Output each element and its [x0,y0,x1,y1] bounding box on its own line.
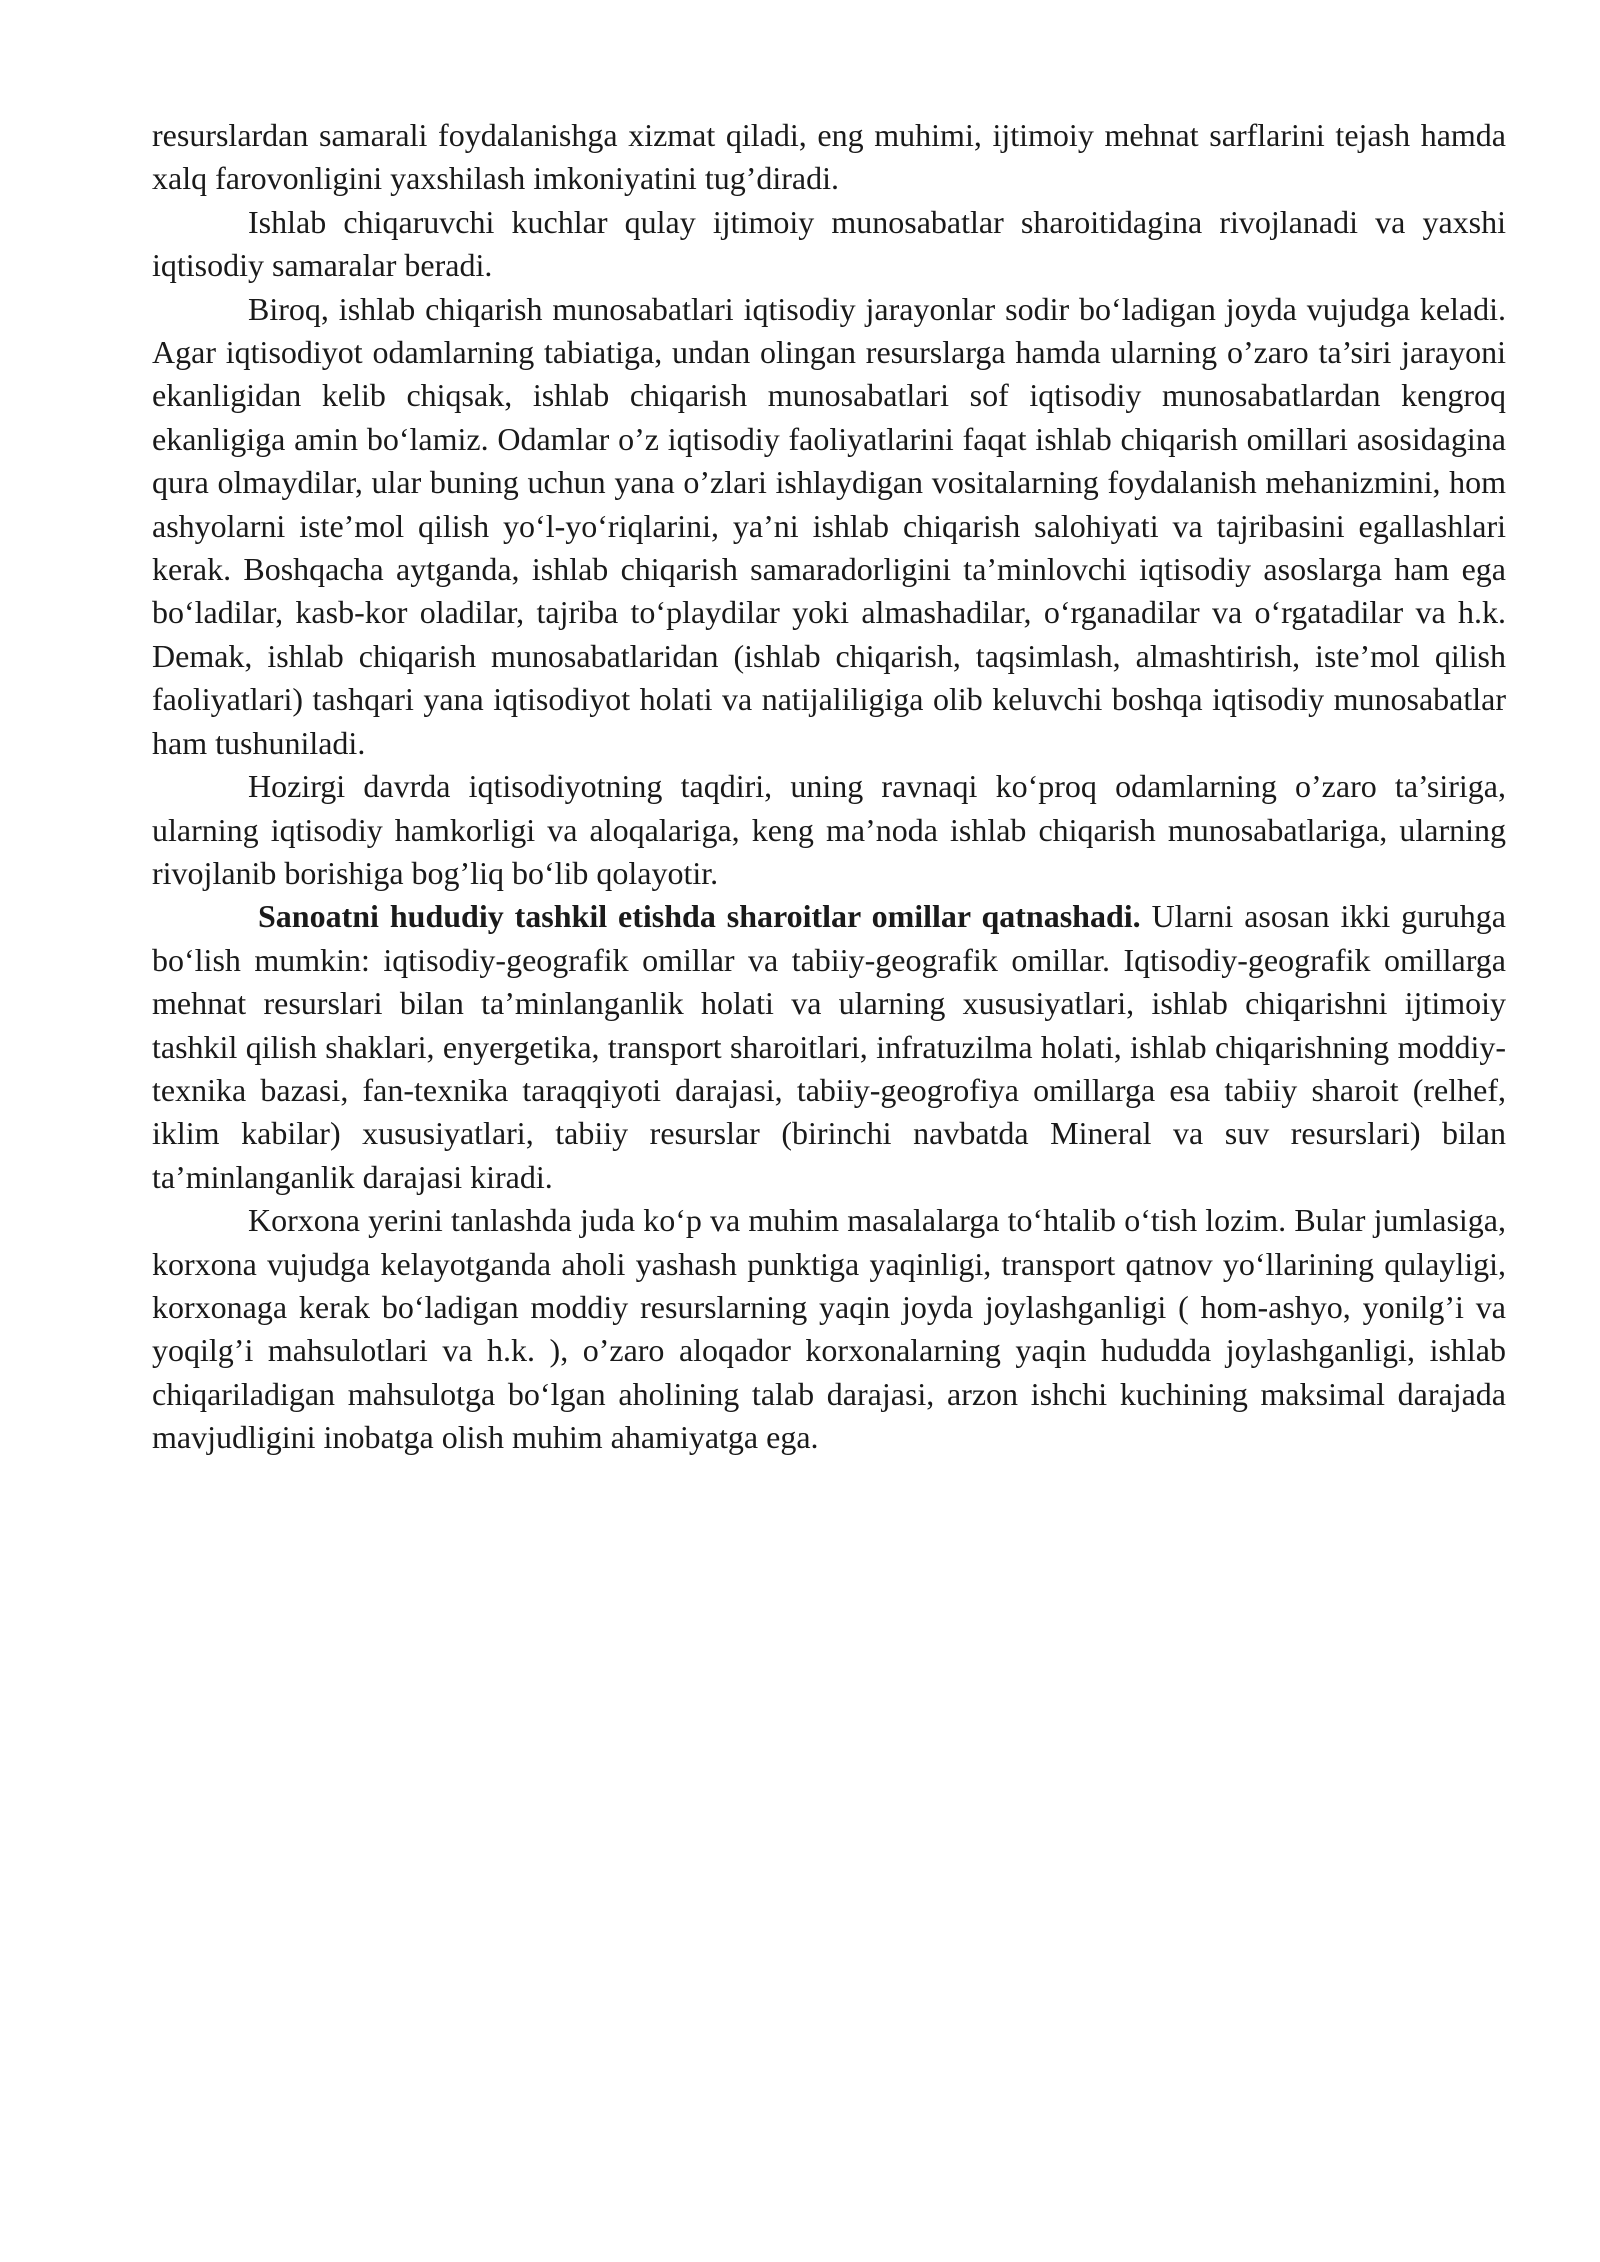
paragraph-productive-forces: Ishlab chiqaruvchi kuchlar qulay ijtimoiy munosabatlar sharoitidagina rivojlanadi va yaxshi iqtisodiy samaralar beradi. [152,203,1506,284]
document-body [152,114,1506,1460]
paragraph-industry-factors [152,895,1506,1199]
paragraph-production-relations: Biroq, ishlab chiqarish munosabatlari iqtisodiy jarayonlar sodir bo‘ladigan joyda vujudga keladi. Agar iqtisodiyot odamlarning tabiatiga, undan olingan resurslarga hamda ularning o’zaro ta’siri jarayoni ekanligidan kelib chiqsak, ishlab chiqarish munosabatlari sof iqtisodiy munosabatlardan kengroq ekanligiga amin bo‘lamiz. Odamlar o’z iqtisodiy faoliyatlarini faqat ishlab chiqarish omillari asosidagina qura olmaydilar, ular buning uchun yana o’zlari ishlaydigan vositalarning foydalanish mehanizmini, hom ashyolarni iste’mol qilish yo‘l-yo‘riqlarini, ya’ni ishlab chiqarish salohiyati va tajribasini egallashlari kerak. Boshqacha aytganda, ishlab chiqarish samaradorligini ta’minlovchi iqtisodiy asoslarga ham ega bo‘ladilar, kasb-kor oladilar, tajriba to‘playdilar yoki almashadilar, o‘rganadilar va o‘rgatadilar va h.k. Demak, ishlab chiqarish munosabatlaridan (ishlab chiqarish, taqsimlash, almashtirish, iste’mol qilish faoliyatlari) tashqari yana iqtisodiyot holati va natijaliligiga olib keluvchi boshqa iqtisodiy munosabatlar ham tushuniladi. [152,290,1506,761]
paragraph-body-text: Ularni asosan ikki guruhga bo‘lish mumkin: iqtisodiy-geografik omillar va tabiiy-geografik omillar. Iqtisodiy-geografik omillarga mehnat resurslari bilan ta’minlanganlik holati va ularning xususiyatlari, ishlab chiqarishni ijtimoiy tashkil qilish shaklari, enyergetika, transport sharoitlari, infratuzilma holati, ishlab chiqarishning moddiy-texnika bazasi, fan-texnika taraqqiyoti darajasi, tabiiy-geogrofiya omillarga esa tabiiy sharoit (relhef, iklim kabilar) xususiyatlari, tabiiy resurslar (birinchi navbatda Mineral va suv resurslari) bilan ta’minlanganlik darajasi kiradi. [152,898,1507,1195]
paragraph-modern-economy: Hozirgi davrda iqtisodiyotning taqdiri, uning ravnaqi ko‘proq odamlarning o’zaro ta’siriga, ularning iqtisodiy hamkorligi va aloqalariga, keng ma’noda ishlab chiqarish munosabatlariga, ularning rivojlanib borishiga bog’liq bo‘lib qolayotir. [152,768,1506,891]
paragraph-continuation: resurslardan samarali foydalanishga xizmat qiladi, eng muhimi, ijtimoiy mehnat sarflarini tejash hamda xalq farovonligini yaxshilash imkoniyatini tug’diradi. [152,117,1506,197]
paragraph-bold-heading: Sanoatni hududiy tashkil etishda sharoitlar omillar qatnashadi. [258,898,1141,935]
paragraph-enterprise-location: Korxona yerini tanlashda juda ko‘p va muhim masalalarga to‘htalib o‘tish lozim. Bular jumlasiga, korxona vujudga kelayotganda aholi yashash punktiga yaqinligi, transport qatnov yo‘llarining qulayligi, korxonaga kerak bo‘ladigan moddiy resurslarning yaqin joyda joylashganligi ( hom-ashyo, yonilg’i va yoqilg’i mahsulotlari va h.k. ), o’zaro aloqador korxonalarning yaqin hududda joylashganligi, ishlab chiqariladigan mahsulotga bo‘lgan aholining talab darajasi, arzon ishchi kuchining maksimal darajada mavjudligini inobatga olish muhim ahamiyatga ega. [152,1202,1506,1456]
